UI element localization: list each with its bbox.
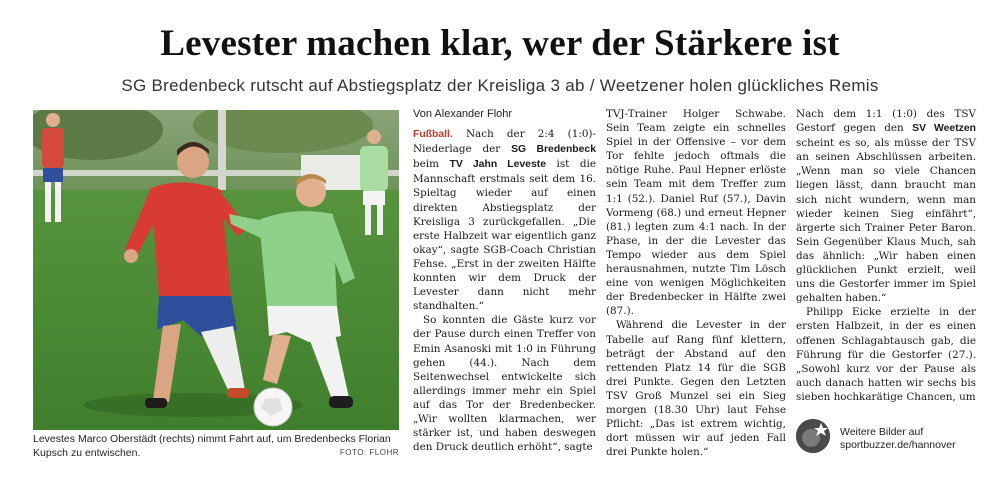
article-paragraph: So konnten die Gäste kurz vor der Pause durch einen Treffer von Emin Asanoski mit 1:0 in Führung gehen (44.). Nach dem Seitenwechsel entwickelte sich allerdings immer mehr ein Spiel auf das Tor der Bredenbecker. „Wir wollten klarmachen, wer stärker ist, und haben deswegen den Druck deutlich erhöht“, sagte — [413, 314, 596, 454]
text-run: ist die Mannschaft erstmals seit dem 16. Spieltag wieder auf einen direkten Abstiegsplatz der Kreisliga 3 zurückgefallen. „Die erste Halbzeit war eigentlich ganz okay“, sagte SGB-Coach Christian Fehse. „Erst in der zweiten Hälfte konnten wir dem Druck der Levester dann nicht mehr standhalten.“ — [413, 158, 597, 313]
text-run: TVJ-Trainer Holger Schwabe. Sein Team zeigte ein schnelles Spiel in der Offensive – vor dem Tor fehlte jedoch oftmals die nötige Ruhe. Paul Hepner erlöste sein Team mit dem Treffer zum 1:1 (52.). Daniel Ruf (57.), Davin Vormeng (68.) und erneut Hepner (81.) legten zum 4:1 nach. In der Phase, in der die Levester das Tempo wieder aus dem Spiel herausnahmen, nutzte Tim Lösch eine von wenigen Möglichkeiten der Bredenbecker in Hälfte zwei (87.). — [606, 108, 786, 318]
article-column-1 — [413, 107, 596, 454]
gallery-promo[interactable] — [796, 417, 986, 457]
subheadline: SG Bredenbeck rutscht auf Abstiegsplatz der Kreisliga 3 ab / Weetzener holen glückliches Remis — [121, 76, 879, 95]
article-paragraph — [796, 107, 976, 305]
text-run: Nach dem 1:1 (1:0) des TSV Gestorf gegen den — [796, 108, 976, 135]
article-paragraph — [606, 107, 786, 318]
text-run: Während die Levester in der Tabelle auf Rang fünf klettern, beträgt der Abstand auf den rettenden Platz 14 für die SGB drei Punkte. Gegen den Letzten TSV Groß Munzel sei ein Sieg morgen (18.30 Uhr) laut Fehse Pflicht: „Das ist extrem wichtig, dort müssen wir auf jeden Fall drei Punkte holen.“ — [606, 319, 786, 459]
gallery-link[interactable]: sportbuzzer.de/hannover — [840, 439, 956, 451]
author-byline: Von Alexander Flohr — [413, 108, 513, 120]
camera-star-icon — [796, 419, 830, 453]
text-run: Philipp Eicke erzielte in der ersten Halbzeit, in der es einen offenen Schlagabtausch gab, die Führung für die Gestorfer (27.). „Sowohl kurz vor der Pause als auch danach hatten wir sechs bis sieben hochkarätige Chancen, um — [796, 306, 976, 403]
team-name: SG Bredenbeck — [511, 144, 596, 156]
gallery-line-1: Weitere Bilder auf — [840, 426, 924, 438]
football-scene-image — [33, 110, 399, 430]
article-column-3 — [796, 107, 976, 404]
article-paragraph — [413, 127, 596, 313]
article-paragraph — [796, 305, 976, 404]
match-photo — [33, 110, 399, 430]
photo-caption — [33, 432, 399, 460]
headline: Levester machen klar, wer der Stärkere ist — [160, 23, 840, 64]
photo-credit: FOTO: FLOHR — [339, 448, 399, 457]
gallery-text[interactable] — [840, 426, 956, 452]
article-column-2 — [606, 107, 786, 459]
team-name: SV Weetzen — [912, 123, 976, 135]
article-paragraph — [606, 318, 786, 459]
text-run: scheint es so, als müsse der TSV an seinen Abschlüssen arbeiten. „Wenn man so viele Chancen liegen lässt, dann braucht man sich nicht wundern, wenn man wieder keinen Sieg einfährt“, ärgerte sich Trainer Peter Baron. Sein Gegenüber Klaus Much, sah das ähnlich: „Wir haben einen glücklichen Punkt erzielt, weil uns die Gestorfer immer im Spiel gehalten haben.“ — [796, 137, 976, 305]
team-name: TV Jahn Leveste — [449, 159, 546, 171]
text-run: beim — [413, 158, 450, 171]
section-label: Fußball. — [413, 129, 453, 141]
text-run: Nach der 2:4 (1:0)-Niederlage der — [413, 128, 596, 156]
caption-text: Levestes Marco Oberstädt (rechts) nimmt Fahrt auf, um Bredenbecks Florian Kupsch zu entwischen. — [33, 433, 391, 459]
